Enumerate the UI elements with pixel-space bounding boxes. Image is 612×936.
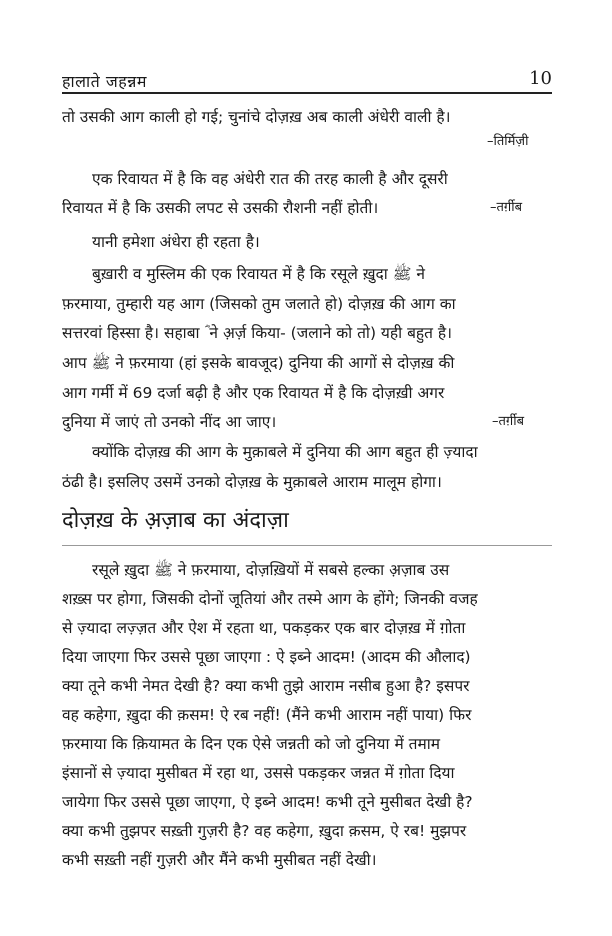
paragraph-line: सत्तरवां हिस्सा है। सहाबा ؓ ने अ़र्ज़ किया- (जलाने को तो) यही बहुत है। [62, 324, 453, 342]
source-citation: –तर्ग़ीब [490, 200, 523, 215]
paragraph-line: से ज़्यादा लज़्ज़त और ऐश में रहता था, पकड़कर एक बार दोज़ख़ में ग़ोता [62, 619, 466, 637]
paragraph-line: दुनिया में जाएं तो उनको नींद आ जाए। [62, 413, 277, 431]
running-head: हालाते जहन्नम [62, 72, 147, 91]
header-rule [62, 92, 552, 94]
paragraph-line: वह कहेगा, ख़ुदा की क़सम! ऐ रब नहीं! (मैंने कभी आराम नहीं पाया) फिर [62, 706, 472, 724]
paragraph-line: फ़रमाया, तुम्हारी यह आग (जिसको तुम जलाते हो) दोज़ख़ की आग का [62, 295, 456, 313]
paragraph-line: रिवायत में है कि उसकी लपट से उसकी रौशनी नहीं होती। [62, 199, 379, 217]
paragraph-line: एक रिवायत में है कि वह अंधेरी रात की तरह काली है और दूसरी [92, 170, 448, 188]
paragraph-line: क्या कभी तुझपर सख़्ती गुज़री है? वह कहेगा, ख़ुदा क़सम, ऐ रब! मुझपर [62, 822, 467, 840]
paragraph-line: आप ﷺ ने फ़रमाया (हां इसके बावजूद) दुनिया की आगों से दोज़ख़ की [62, 354, 455, 372]
source-citation: –तिर्मिज़ी [487, 134, 529, 149]
page-header [62, 62, 552, 92]
paragraph-line: जायेगा फिर उससे पूछा जाएगा, ऐ इब्ने आदम! कभी तूने मुसीबत देखी है? [62, 793, 473, 811]
paragraph-line: क्योंकि दोज़ख़ की आग के मुक़ाबले में दुनिया की आग बहुत ही ज़्यादा [92, 443, 478, 461]
paragraph-line: क्या तूने कभी नेमत देखी है? क्या कभी तुझे आराम नसीब हुआ है? इसपर [62, 677, 470, 695]
paragraph-line: शख़्स पर होगा, जिसकी दोनों जूतियां और तस्मे आग के होंगे; जिनकी वजह [62, 590, 478, 608]
paragraph-line: तो उसकी आग काली हो गई; चुनांचे दोज़ख़ अब काली अंधेरी वाली है। [62, 108, 451, 126]
heading-rule [62, 545, 552, 546]
paragraph-line: फ़रमाया कि क़ियामत के दिन एक ऐसे जन्नती को जो दुनिया में तमाम [62, 735, 441, 753]
paragraph-line: कभी सख़्ती नहीं गुज़री और मैंने कभी मुसीबत नहीं देखी। [62, 851, 377, 869]
section-heading: दोज़ख़ के अ़ज़ाब का अंदाज़ा [62, 508, 289, 533]
paragraph-line: ठंढी है। इसलिए उसमें उनको दोज़ख़ के मुक़ाबले आराम मालूम होगा। [62, 473, 442, 491]
paragraph-line: यानी हमेशा अंधेरा ही रहता है। [92, 233, 260, 251]
paragraph-line: इंसानों से ज़्यादा मुसीबत में रहा था, उससे पकड़कर जन्नत में ग़ोता दिया [62, 764, 455, 782]
paragraph-line: बुख़ारी व मुस्लिम की एक रिवायत में है कि रसूले ख़ुदा ﷺ ने [92, 265, 425, 283]
paragraph-line: रसूले ख़ुदा ﷺ ने फ़रमाया, दोज़ख़ियों में सबसे हल्का अ़ज़ाब उस [92, 561, 450, 579]
paragraph-line: आग गर्मी में 69 दर्जा बढ़ी है और एक रिवायत में है कि दोज़ख़ी अगर [62, 384, 445, 402]
paragraph-line: दिया जाएगा फिर उससे पूछा जाएगा : ऐ इब्ने आदम! (आदम की औलाद) [62, 648, 471, 666]
source-citation: –तर्ग़ीब [492, 414, 525, 429]
page-number: 10 [529, 68, 552, 89]
